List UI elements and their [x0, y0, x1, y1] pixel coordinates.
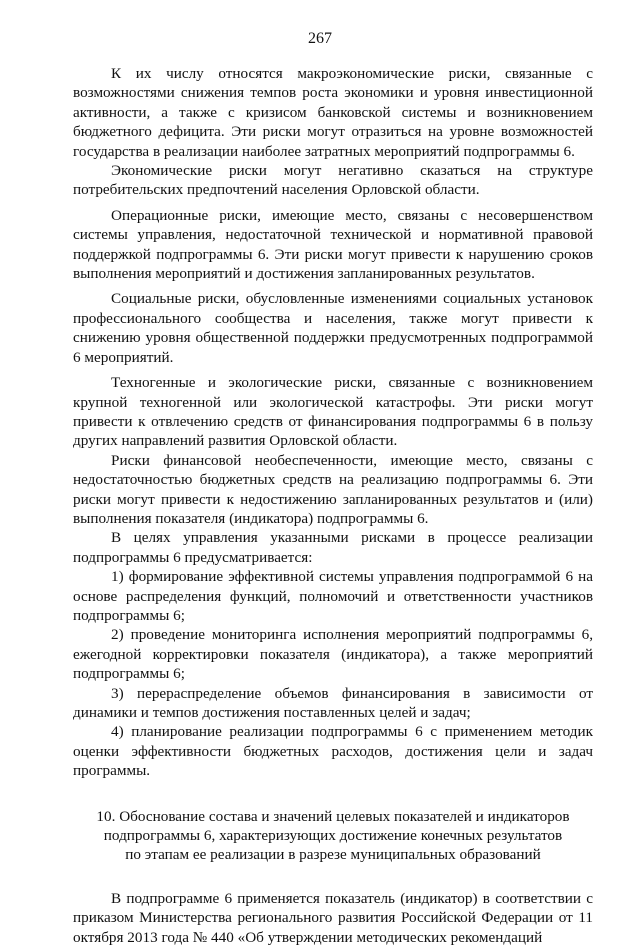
list-item-3: 3) перераспределение объемов финансирования в зависимости от динамики и темпов достижения поставленных целей и задач; [73, 684, 593, 721]
list-item-1: 1) формирование эффективной системы управления подпрограммой 6 на основе распределения функций, полномочий и ответственности участников подпрограммы 6; [73, 568, 593, 624]
list-item-2: 2) проведение мониторинга исполнения мероприятий подпрограммы 6, ежегодной корректировки показателя (индикатора), а также мероприятий подпрограммы 6; [73, 626, 593, 683]
paragraph-social-risks: Социальные риски, обусловленные изменениями социальных установок профессионального сообщества и населения, также могут привести к снижению уровня общественной поддержки предусмотренных подпрограммой 6 мероприятий. [73, 290, 593, 366]
document-body [73, 64, 593, 947]
section-heading-line-1: 10. Обоснование состава и значений целевых показателей и индикаторов [96, 807, 570, 825]
section-heading-line-2: подпрограммы 6, характеризующих достижение конечных результатов [103, 827, 563, 845]
paragraph-financial-risks: Риски финансовой необеспеченности, имеющие место, связаны с недостаточностью бюджетных средств на реализацию подпрограммы 6. Эти риски могут привести к недостижению запланированных результатов и (или) выполнения показателя (индикатора) подпрограммы 6. [73, 451, 593, 527]
paragraph-operational-risks: Операционные риски, имеющие место, связаны с несовершенством системы управления, недостаточной технической и нормативной правовой поддержкой подпрограммы 6. Эти риски могут привести к нарушению сроков выполнения мероприятий и достижения запланированных результатов. [73, 206, 593, 283]
section-heading [73, 807, 593, 865]
section-heading-line-3: по этапам ее реализации в разрезе муниципальных образований [125, 846, 541, 864]
paragraph-section-intro: В подпрограмме 6 применяется показатель (индикатор) в соответствии с приказом Министерства регионального развития Российской Федерации от 11 октября 2013 года № 440 «Об утверждении методических рекомендаций [73, 889, 593, 946]
paragraph-macroeconomic-risks: К их числу относятся макроэкономические риски, связанные с возможностями снижения темпов роста экономики и уровня инвестиционной активности, а также с кризисом банковской системы и возникновением бюджетного дефицита. Эти риски могут отразиться на уровне возможностей государства в реализации наиболее затратных мероприятий подпрограммы 6. [73, 65, 593, 160]
paragraph-risk-management-intro: В целях управления указанными рисками в процессе реализации подпрограммы 6 предусматривается: [73, 529, 593, 566]
paragraph-economic-risks: Экономические риски могут негативно сказаться на структуре потребительских предпочтений населения Орловской области. [73, 162, 593, 199]
paragraph-technogenic-risks: Техногенные и экологические риски, связанные с возникновением крупной техногенной или экологической катастрофы. Эти риски могут привести к отвлечению средств от финансирования подпрограммы 6 в пользу других направлений развития Орловской области. [73, 374, 593, 450]
page-number: 267 [308, 30, 332, 47]
list-item-4: 4) планирование реализации подпрограммы 6 с применением методик оценки эффективности бюджетных расходов, достижения цели и задач программы. [73, 723, 593, 780]
